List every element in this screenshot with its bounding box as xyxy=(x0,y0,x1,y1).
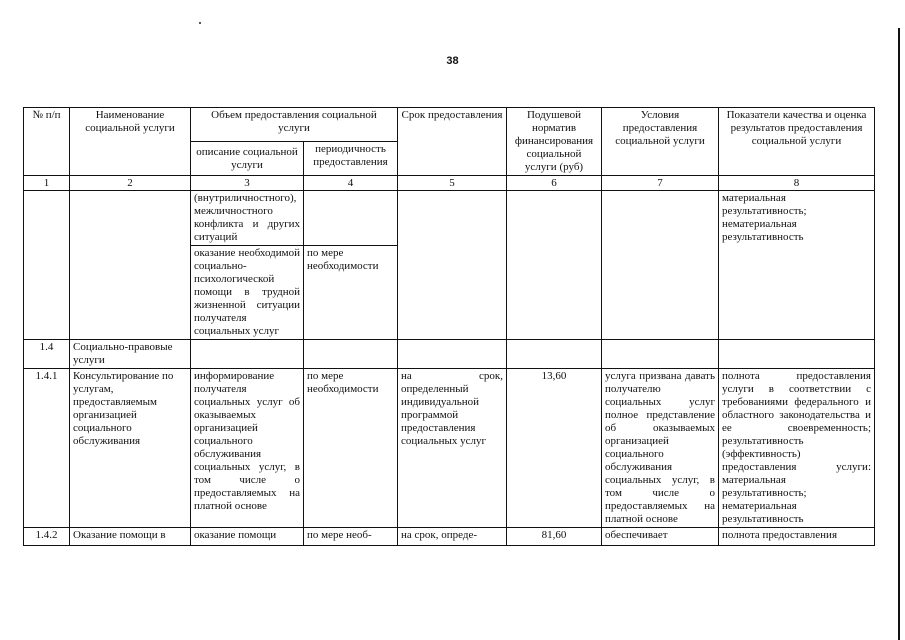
cell-empty xyxy=(602,191,719,340)
cell-empty xyxy=(304,191,398,246)
section-name: Социально-правовые услуги xyxy=(70,340,191,369)
scan-speck xyxy=(199,22,201,24)
service-term: на срок, опреде- xyxy=(398,528,507,546)
cell-empty xyxy=(191,340,304,369)
cell-empty xyxy=(507,340,602,369)
cell-empty xyxy=(602,340,719,369)
service-periodicity: по мере необходимости xyxy=(304,369,398,528)
column-number: 5 xyxy=(398,176,507,191)
column-number: 6 xyxy=(507,176,602,191)
service-conditions: услуга призвана давать получателю социальных услуг полное представление об оказываемых организацией социального обслуживания социальных услуг, в том числе о предоставляемых на платной основе xyxy=(602,369,719,528)
psychological-help-description: оказание необходимой социально-психологической помощи в трудной жизненной ситуации получателя социальных услуг xyxy=(191,246,304,340)
service-periodicity: по мере необ- xyxy=(304,528,398,546)
service-cost: 13,60 xyxy=(507,369,602,528)
header-volume: Объем предоставления социальной услуги xyxy=(191,108,398,142)
cell-empty xyxy=(719,340,875,369)
column-numbers-row xyxy=(24,176,875,191)
page-edge-line xyxy=(898,28,900,640)
column-number: 3 xyxy=(191,176,304,191)
service-cost: 81,60 xyxy=(507,528,602,546)
service-name: Консультирование по услугам, предоставляемым организацией социального обслуживания xyxy=(70,369,191,528)
header-periodicity: периодичность предоставления xyxy=(304,142,398,176)
service-description: информирование получателя социальных услуг об оказываемых организацией социального обслуживания социальных услуг, в том числе о предоставляемых на платной основе xyxy=(191,369,304,528)
cell-empty xyxy=(398,191,507,340)
column-number: 2 xyxy=(70,176,191,191)
header-service-name: Наименование социальной услуги xyxy=(70,108,191,176)
column-number: 1 xyxy=(24,176,70,191)
header-row-1 xyxy=(24,108,875,142)
service-number: 1.4.2 xyxy=(24,528,70,546)
cell-empty xyxy=(507,191,602,340)
header-description: описание социальной услуги xyxy=(191,142,304,176)
service-quality: полнота предоставления xyxy=(719,528,875,546)
column-number: 7 xyxy=(602,176,719,191)
header-conditions: Условия предоставления социальной услуги xyxy=(602,108,719,176)
continued-quality: материальная результативность; нематериальная результативность xyxy=(719,191,875,340)
service-number: 1.4.1 xyxy=(24,369,70,528)
psychological-help-periodicity: по мере необходимости xyxy=(304,246,398,340)
service-name: Оказание помощи в xyxy=(70,528,191,546)
column-number: 4 xyxy=(304,176,398,191)
service-quality: полнота предоставления услуги в соответствии с требованиями федерального и областного законодательства и ее своевременность; результативность (эффективность) предоставления услуги: материальная результативность; нематериальная результативность xyxy=(719,369,875,528)
cell-empty xyxy=(398,340,507,369)
cell-empty xyxy=(24,191,70,340)
service-row-1-4-1 xyxy=(24,369,875,528)
page-number: 38 xyxy=(446,55,459,67)
cell-empty xyxy=(304,340,398,369)
continued-row-1 xyxy=(24,191,875,246)
service-conditions: обеспечивает xyxy=(602,528,719,546)
header-term: Срок предоставления xyxy=(398,108,507,176)
service-row-1-4-2 xyxy=(24,528,875,546)
header-quality: Показатели качества и оценка результатов предоставления социальной услуги xyxy=(719,108,875,176)
header-cost: Подушевой норматив финансирования социальной услуги (руб) xyxy=(507,108,602,176)
section-row xyxy=(24,340,875,369)
services-table xyxy=(23,107,875,546)
service-term: на срок, определенный индивидуальной программой предоставления социальных услуг xyxy=(398,369,507,528)
header-number: № п/п xyxy=(24,108,70,176)
service-description: оказание помощи xyxy=(191,528,304,546)
column-number: 8 xyxy=(719,176,875,191)
cell-empty xyxy=(70,191,191,340)
section-number: 1.4 xyxy=(24,340,70,369)
continued-description: (внутриличностного), межличностного конфликта и других ситуаций xyxy=(191,191,304,246)
